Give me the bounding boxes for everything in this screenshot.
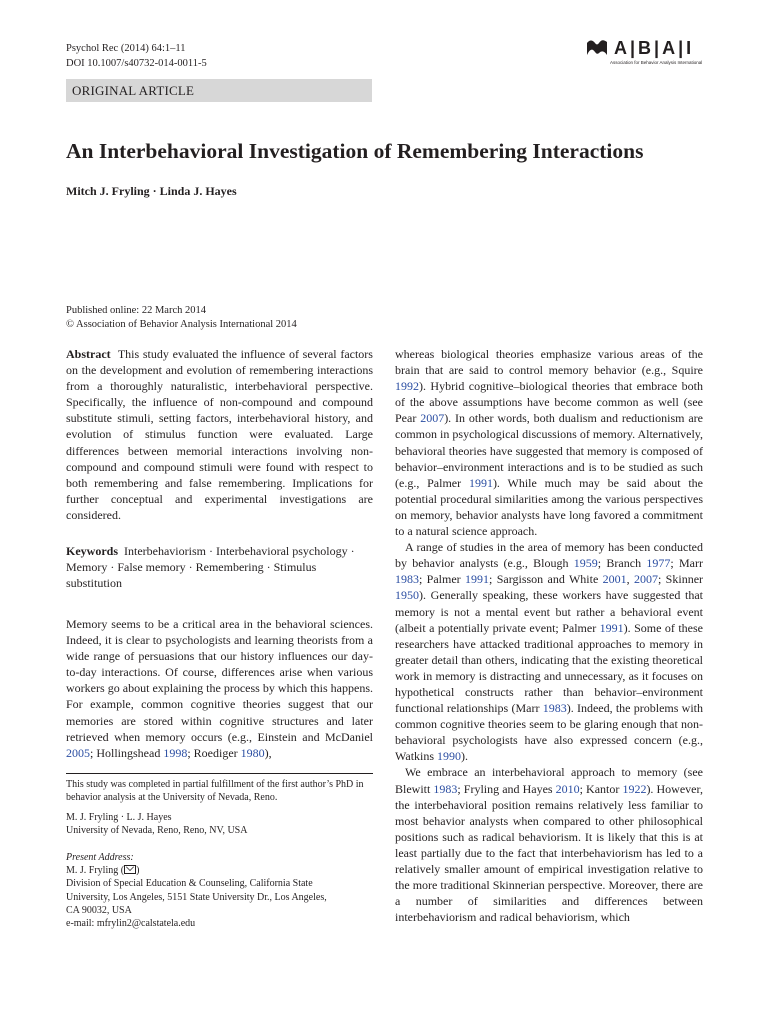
citation-link[interactable]: 1991 [468,475,493,490]
present-addr1: University, Los Angeles, 5151 State University Dr., Los Angeles, [66,891,327,903]
logo-letter: B [638,37,653,58]
body-text: A range of studies in the area of memory has been conducted by behavior analysts (e.g., Blough [395,540,703,571]
body-text: ). Hybrid cognitive–biological theories that embrace both of the above assumptions have become common as well (see Pear [395,379,703,426]
article-title: An Interbehavioral Investigation of Remembering Interactions [66,139,644,163]
abstract-block [66,346,373,523]
footnote-text: This study was completed in partial fulfillment of the first author’s PhD in behavior analysis at the University of Nevada, Reno. [66,779,364,804]
body-text: ; Skinner [658,572,704,587]
published-date: Published online: 22 March 2014 [66,305,206,316]
body-text: Memory seems to be a critical area in the behavioral sciences. Indeed, it is clear to psychologists and learning theorists from a wide range of persuasions that our history influences our day-to-day interactions. Of course, differences arise when various workers go about explaining the process by which this happens. For example, common cognitive theories suggest that our memories are stored within cognitive structures and later retrieved when memory occurs (e.g., Einstein and McDaniel [66,617,373,744]
citation-link[interactable]: 1980 [240,745,265,760]
present-name-close: ) [136,865,140,877]
body-text: ). However, the interbehavioral position remains relatively less familiar to most behavior analysts when compared to other philosophical positions such as radical behaviorism. It is likely that this is at least partially due to the fact that interbehaviorism has led to a relatively smaller amount of empirical investigation relative to the more traditional Skinnerian perspective. Moreover, there are a number of similarities and differences between interbehaviorism and radical behaviorism, which [395,781,703,925]
citation-link[interactable]: 1990 [437,749,462,764]
keywords-text: Interbehaviorism · Interbehavioral psychology · Memory · False memory · Remembering · Stimulus substitution [66,544,355,591]
citation-link[interactable]: 1922 [622,781,647,796]
logo-letter: A [662,37,677,58]
body-text: ). [461,749,469,764]
citation-link[interactable]: 1983 [433,781,458,796]
body-text: ), [264,745,272,760]
affiliation-university: University of Nevada, Reno, Reno, NV, USA [66,825,248,837]
abai-wave-mark-icon [586,37,608,59]
citation-link[interactable]: 1977 [646,556,671,571]
body-right-column [395,346,703,925]
citation-link[interactable]: 1992 [395,379,419,394]
body-text: ; Palmer [419,572,466,587]
citation-link[interactable]: 2007 [634,572,658,587]
body-text: ; Sargisson and White [489,572,603,587]
body-text: ; Roediger [187,745,241,760]
body-text: ; Marr [670,556,703,571]
citation-link[interactable]: 1991 [465,572,490,587]
citation-link[interactable]: 1991 [599,620,624,635]
footnote-divider [66,773,373,774]
citation-link[interactable]: 2010 [555,781,580,796]
body-text: We embrace an interbehavioral approach to memory (see Blewitt [395,765,703,796]
journal-citation: Psychol Rec (2014) 64:1–11 [66,43,186,54]
logo-tagline: Association for Behavior Analysis International [610,60,703,65]
copyright-line: © Association of Behavior Analysis International 2014 [66,319,297,330]
keywords-label: Keywords [66,544,118,558]
body-text: ). Generally speaking, these workers have suggested that memory is not a mental event but rather a behavioral event (albeit a potentially private event; Palmer [395,588,703,635]
body-text: ; Fryling and Hayes [457,781,556,796]
body-text: ). While much may be said about the potential procedural similarities among the various perspectives on memory, behavior analysts have long favored a commitment to a natural science approach. [395,475,703,539]
doi-line: DOI 10.1007/s40732-014-0011-5 [66,58,207,69]
author-affiliation [66,811,376,837]
citation-link[interactable]: 1950 [395,588,419,603]
keywords-block [66,543,373,591]
envelope-icon[interactable] [124,865,136,874]
body-text: ; Kantor [579,781,623,796]
citation-link[interactable]: 2005 [66,745,90,760]
citation-link[interactable]: 2001 [602,572,627,587]
citation-link[interactable]: 2007 [420,411,445,426]
paragraph-interbehavioral [395,764,703,925]
logo-letter: I [686,37,693,58]
author-list: Mitch J. Fryling · Linda J. Hayes [66,184,237,198]
citation-link[interactable]: 1983 [542,701,567,716]
body-text: , [626,572,634,587]
body-text: ). Some of these researchers have attacked traditional approaches to memory in greater detail than others, indicating that the existing theoretical work in memory is distracting and unnecessary, as it focuses on hypothetical constructs rather than behavior–environment functional relationships (Marr [395,620,703,716]
article-type-banner: ORIGINAL ARTICLE [66,79,372,102]
citation-link[interactable]: 1998 [163,745,188,760]
paragraph-continuation [395,346,703,539]
present-addr2: CA 90032, USA [66,904,132,916]
body-text: ; Hollingshead [90,745,164,760]
abai-logo: A | B | A | I Association for Behavior Analysis International [586,36,704,76]
body-text: ; Branch [597,556,647,571]
logo-letter: A [614,37,628,58]
abstract-label: Abstract [66,347,111,361]
body-text: ). Indeed, the problems with common cognitive theories seem to be glaring enough that non-behavioral psychologists have also expressed concern (e.g., Watkins [395,701,703,764]
abstract-text: This study evaluated the influence of several factors on the development and evolution of remembering interactions from a thoroughly naturalistic, interbehavioral perspective. Specifically, the influence of non-compound and compound substitute stimuli, setting factors, interbehavioral history, and evolution of stimulus function were evaluated. Large differences between memorial interactions involving non-compound and compound stimuli were found with respect to both remembering and false remembering. Implications for further conceptual and experimental investigations are considered. [66,347,373,522]
body-text: whereas biological theories emphasize various areas of the brain that are said to control memory behavior (e.g., Squire [395,347,703,378]
paragraph-behavior-analysts [395,539,703,764]
body-text: ). In other words, both dualism and reductionism are common in psychological discussions of memory. Alternatively, behavioral theories have suggested that memory is composed of behavior–environment interactions and is to be studied as such (e.g., Palmer [395,411,703,490]
contact-email[interactable]: e-mail: mfrylin2@calstatela.edu [66,918,196,930]
affiliation-names: M. J. Fryling · L. J. Hayes [66,812,172,823]
present-name: M. J. Fryling ( [66,865,125,877]
present-address-label: Present Address: [66,852,134,863]
present-address-block [66,851,376,930]
present-dept: Division of Special Education & Counseling, California State [66,878,313,890]
citation-link[interactable]: 1983 [395,572,419,587]
intro-paragraph-left [66,616,373,761]
footnote-study [66,778,376,804]
citation-link[interactable]: 1959 [573,556,598,571]
